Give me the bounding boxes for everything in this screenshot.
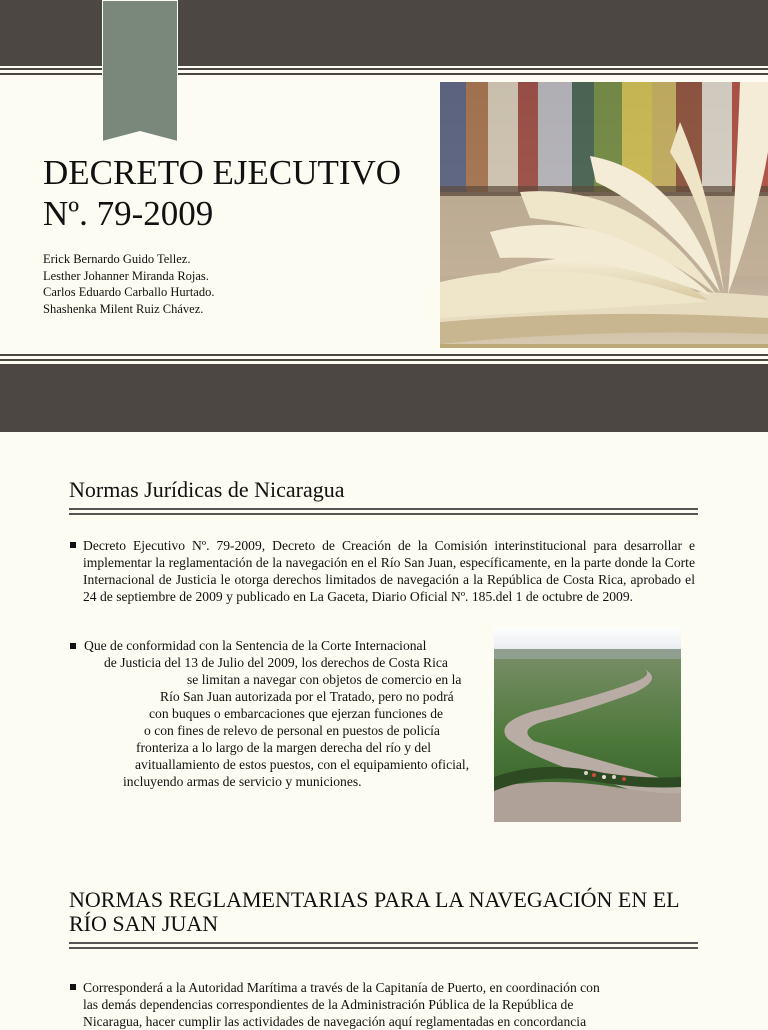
text-line: con buques o embarcaciones que ejerzan funciones de (149, 706, 444, 721)
title-slide (0, 0, 768, 432)
text-line: Corresponderá a la Autoridad Marítima a través de la Capitanía de Puerto, en coordinación con (83, 980, 600, 995)
text-line: fronteriza a lo largo de la margen derecha del río y del (136, 740, 432, 755)
heading-rule (69, 513, 698, 515)
heading-rule (69, 508, 698, 510)
bottom-band (0, 364, 768, 432)
heading-rule (69, 947, 698, 949)
text-line: Nicaragua, hacer cumplir las actividades de navegación aquí reglamentadas en concordancia (83, 1014, 587, 1029)
text-line: de Justicia del 13 de Julio del 2009, los derechos de Costa Rica (104, 655, 448, 670)
title-line: DECRETO EJECUTIVO (43, 153, 402, 192)
text-line: avituallamiento de estos puestos, con el equipamiento oficial, (135, 757, 470, 772)
text-line: Río San Juan autorizada por el Tratado, pero no podrá (160, 689, 454, 704)
open-book-photo (440, 82, 768, 348)
river-aerial-photo (494, 627, 681, 822)
author-name: Shashenka Milent Ruiz Chávez. (43, 301, 204, 316)
author-name: Erick Bernardo Guido Tellez. (43, 252, 191, 266)
section-heading: Normas Jurídicas de Nicaragua (69, 477, 345, 502)
page-title (43, 152, 433, 234)
heading-line: NORMAS REGLAMENTARIAS PARA LA NAVEGACIÓN EN EL (69, 887, 680, 912)
author-name: Lesther Johanner Miranda Rojas. (43, 268, 209, 283)
heading-rule (69, 942, 698, 944)
paragraph (83, 979, 703, 1030)
title-line: Nº. 79-2009 (43, 194, 214, 233)
bullet-icon (70, 984, 76, 990)
paragraph-wrapped (70, 637, 494, 802)
author-name: Carlos Eduardo Carballo Hurtado. (43, 285, 215, 299)
bullet-icon (70, 542, 76, 548)
text-line: o con fines de relevo de personal en puestos de policía (144, 723, 440, 738)
bookmark-ribbon-icon (102, 0, 178, 142)
text-line: Que de conformidad con la Sentencia de la Corte Internacional (84, 638, 427, 653)
bottom-divider (0, 354, 768, 356)
bottom-divider (0, 359, 768, 361)
text-line: incluyendo armas de servicio y municiones. (123, 774, 362, 789)
section-heading (69, 888, 729, 936)
text-line: las demás dependencias correspondientes de la Administración Pública de la República de (83, 997, 574, 1012)
heading-line: RÍO SAN JUAN (69, 911, 219, 936)
paragraph: Decreto Ejecutivo Nº. 79-2009, Decreto de Creación de la Comisión interinstitucional para desarrollar e implementar la reglamentación de la navegación en el Río San Juan, específicamente, en la parte donde la Corte Internacional de Justicia le otorga derechos limitados de navegación a la República de Costa Rica, aprobado el 24 de septiembre de 2009 y publicado en La Gaceta, Diario Oficial Nº. 185.del 1 de octubre de 2009. (83, 538, 695, 604)
author-list (43, 251, 423, 317)
text-line: se limitan a navegar con objetos de comercio en la (187, 672, 462, 687)
